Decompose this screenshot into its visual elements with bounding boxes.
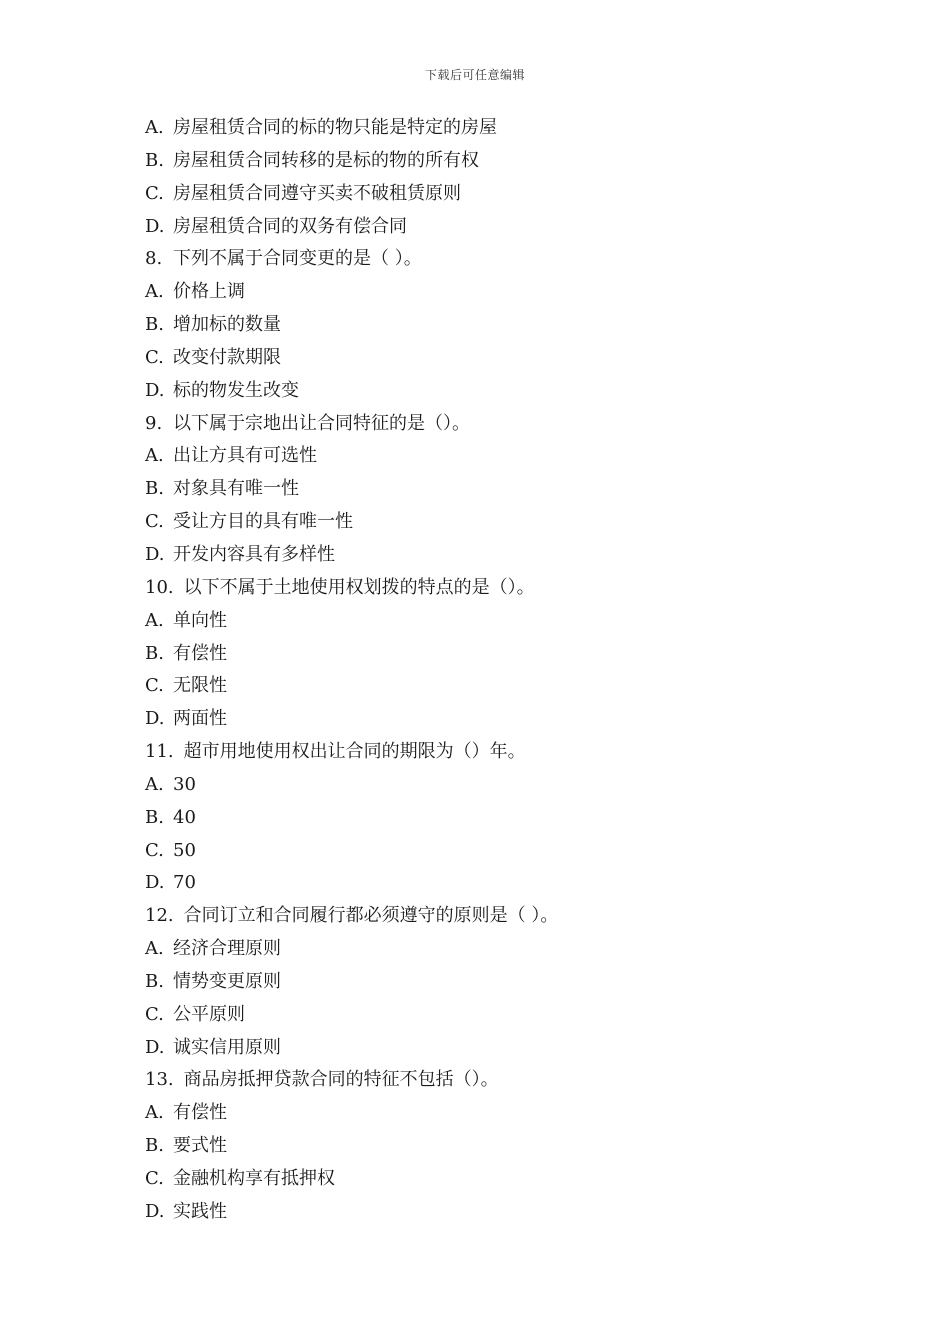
option-line [145,703,825,736]
option-line [145,769,825,802]
question-number: 8. [145,248,163,270]
option-letter: D. [145,379,165,401]
option-line [145,966,825,999]
option-line [145,375,825,408]
option-text: 价格上调 [173,281,245,303]
option-line [145,539,825,572]
option-text: 房屋租赁合同遵守买卖不破租赁原则 [173,182,461,204]
option-line [145,1097,825,1130]
option-letter: A. [145,281,164,303]
option-letter: B. [145,970,164,992]
option-letter: D. [145,1200,165,1222]
question-line [145,408,825,441]
option-text: 受让方目的具有唯一性 [173,511,353,533]
option-letter: B. [145,314,164,336]
option-line [145,1196,825,1229]
option-letter: A. [145,117,164,138]
option-text: 改变付款期限 [173,346,281,368]
option-line [145,802,825,835]
option-letter: D. [145,543,165,565]
option-text: 对象具有唯一性 [173,478,299,500]
option-text: 情势变更原则 [173,970,281,992]
option-line [145,309,825,342]
question-text: 超市用地使用权出让合同的期限为（）年。 [183,741,526,763]
option-text: 诚实信用原则 [173,1036,281,1058]
question-number: 11. [145,741,174,763]
option-line [145,112,825,145]
option-line [145,1163,825,1196]
question-line [145,1064,825,1097]
option-letter: B. [145,478,164,500]
option-letter: A. [145,445,164,467]
option-text: 房屋租赁合同的标的物只能是特定的房屋 [173,117,497,138]
option-line [145,1032,825,1065]
option-text: 金融机构享有抵押权 [173,1168,335,1189]
option-text: 40 [173,806,196,828]
question-number: 13. [145,1069,174,1091]
option-text: 单向性 [173,609,227,631]
question-line [145,736,825,769]
question-line [145,900,825,933]
question-text: 下列不属于合同变更的是（ ）。 [173,248,422,270]
question-number: 9. [145,412,163,434]
option-line [145,835,825,868]
question-line [145,572,825,605]
option-line [145,506,825,539]
option-letter: C. [145,346,164,368]
option-text: 出让方具有可选性 [173,445,317,467]
option-text: 经济合理原则 [173,938,281,960]
option-line [145,933,825,966]
option-letter: C. [145,839,164,861]
option-line [145,473,825,506]
question-text: 合同订立和合同履行都必须遵守的原则是（ ）。 [183,905,559,927]
option-letter: A. [145,773,164,795]
option-line [145,670,825,703]
option-text: 要式性 [173,1135,227,1157]
option-text: 房屋租赁合同转移的是标的物的所有权 [173,149,479,171]
option-text: 50 [173,839,196,861]
option-line [145,638,825,671]
option-text: 30 [173,773,196,795]
question-text: 商品房抵押贷款合同的特征不包括（）。 [183,1069,499,1091]
option-letter: A. [145,938,164,960]
option-letter: C. [145,1168,164,1189]
option-line [145,342,825,375]
option-letter: A. [145,1102,164,1124]
option-text: 两面性 [173,708,227,730]
option-line [145,440,825,473]
option-letter: B. [145,642,164,664]
question-number: 12. [145,905,174,927]
question-line [145,243,825,276]
option-text: 增加标的数量 [173,314,281,336]
option-letter: C. [145,182,164,204]
option-text: 有偿性 [173,642,227,664]
page-header: 下载后可任意编辑 [424,68,525,82]
option-letter: B. [145,149,164,171]
option-text: 开发内容具有多样性 [173,543,335,565]
option-line [145,867,825,900]
option-text: 有偿性 [173,1102,227,1124]
question-number: 10. [145,576,174,598]
question-text: 以下不属于土地使用权划拨的特点的是（）。 [183,576,535,598]
option-letter: B. [145,806,164,828]
option-letter: D. [145,872,165,894]
option-text: 无限性 [173,675,227,697]
option-text: 标的物发生改变 [173,379,299,401]
option-letter: B. [145,1135,164,1157]
option-text: 实践性 [173,1200,227,1222]
option-letter: C. [145,1003,164,1025]
option-line [145,178,825,211]
document-body [145,112,825,1229]
option-letter: D. [145,708,165,730]
option-letter: C. [145,675,164,697]
option-line [145,999,825,1032]
option-letter: D. [145,1036,165,1058]
option-line [145,145,825,178]
option-text: 公平原则 [173,1003,245,1025]
question-text: 以下属于宗地出让合同特征的是（）。 [173,412,470,434]
option-letter: C. [145,511,164,533]
option-letter: D. [145,215,165,237]
option-letter: A. [145,609,164,631]
option-line [145,1130,825,1163]
option-text: 房屋租赁合同的双务有偿合同 [173,215,407,237]
option-line [145,605,825,638]
option-text: 70 [173,872,196,894]
option-line [145,211,825,244]
option-line [145,276,825,309]
